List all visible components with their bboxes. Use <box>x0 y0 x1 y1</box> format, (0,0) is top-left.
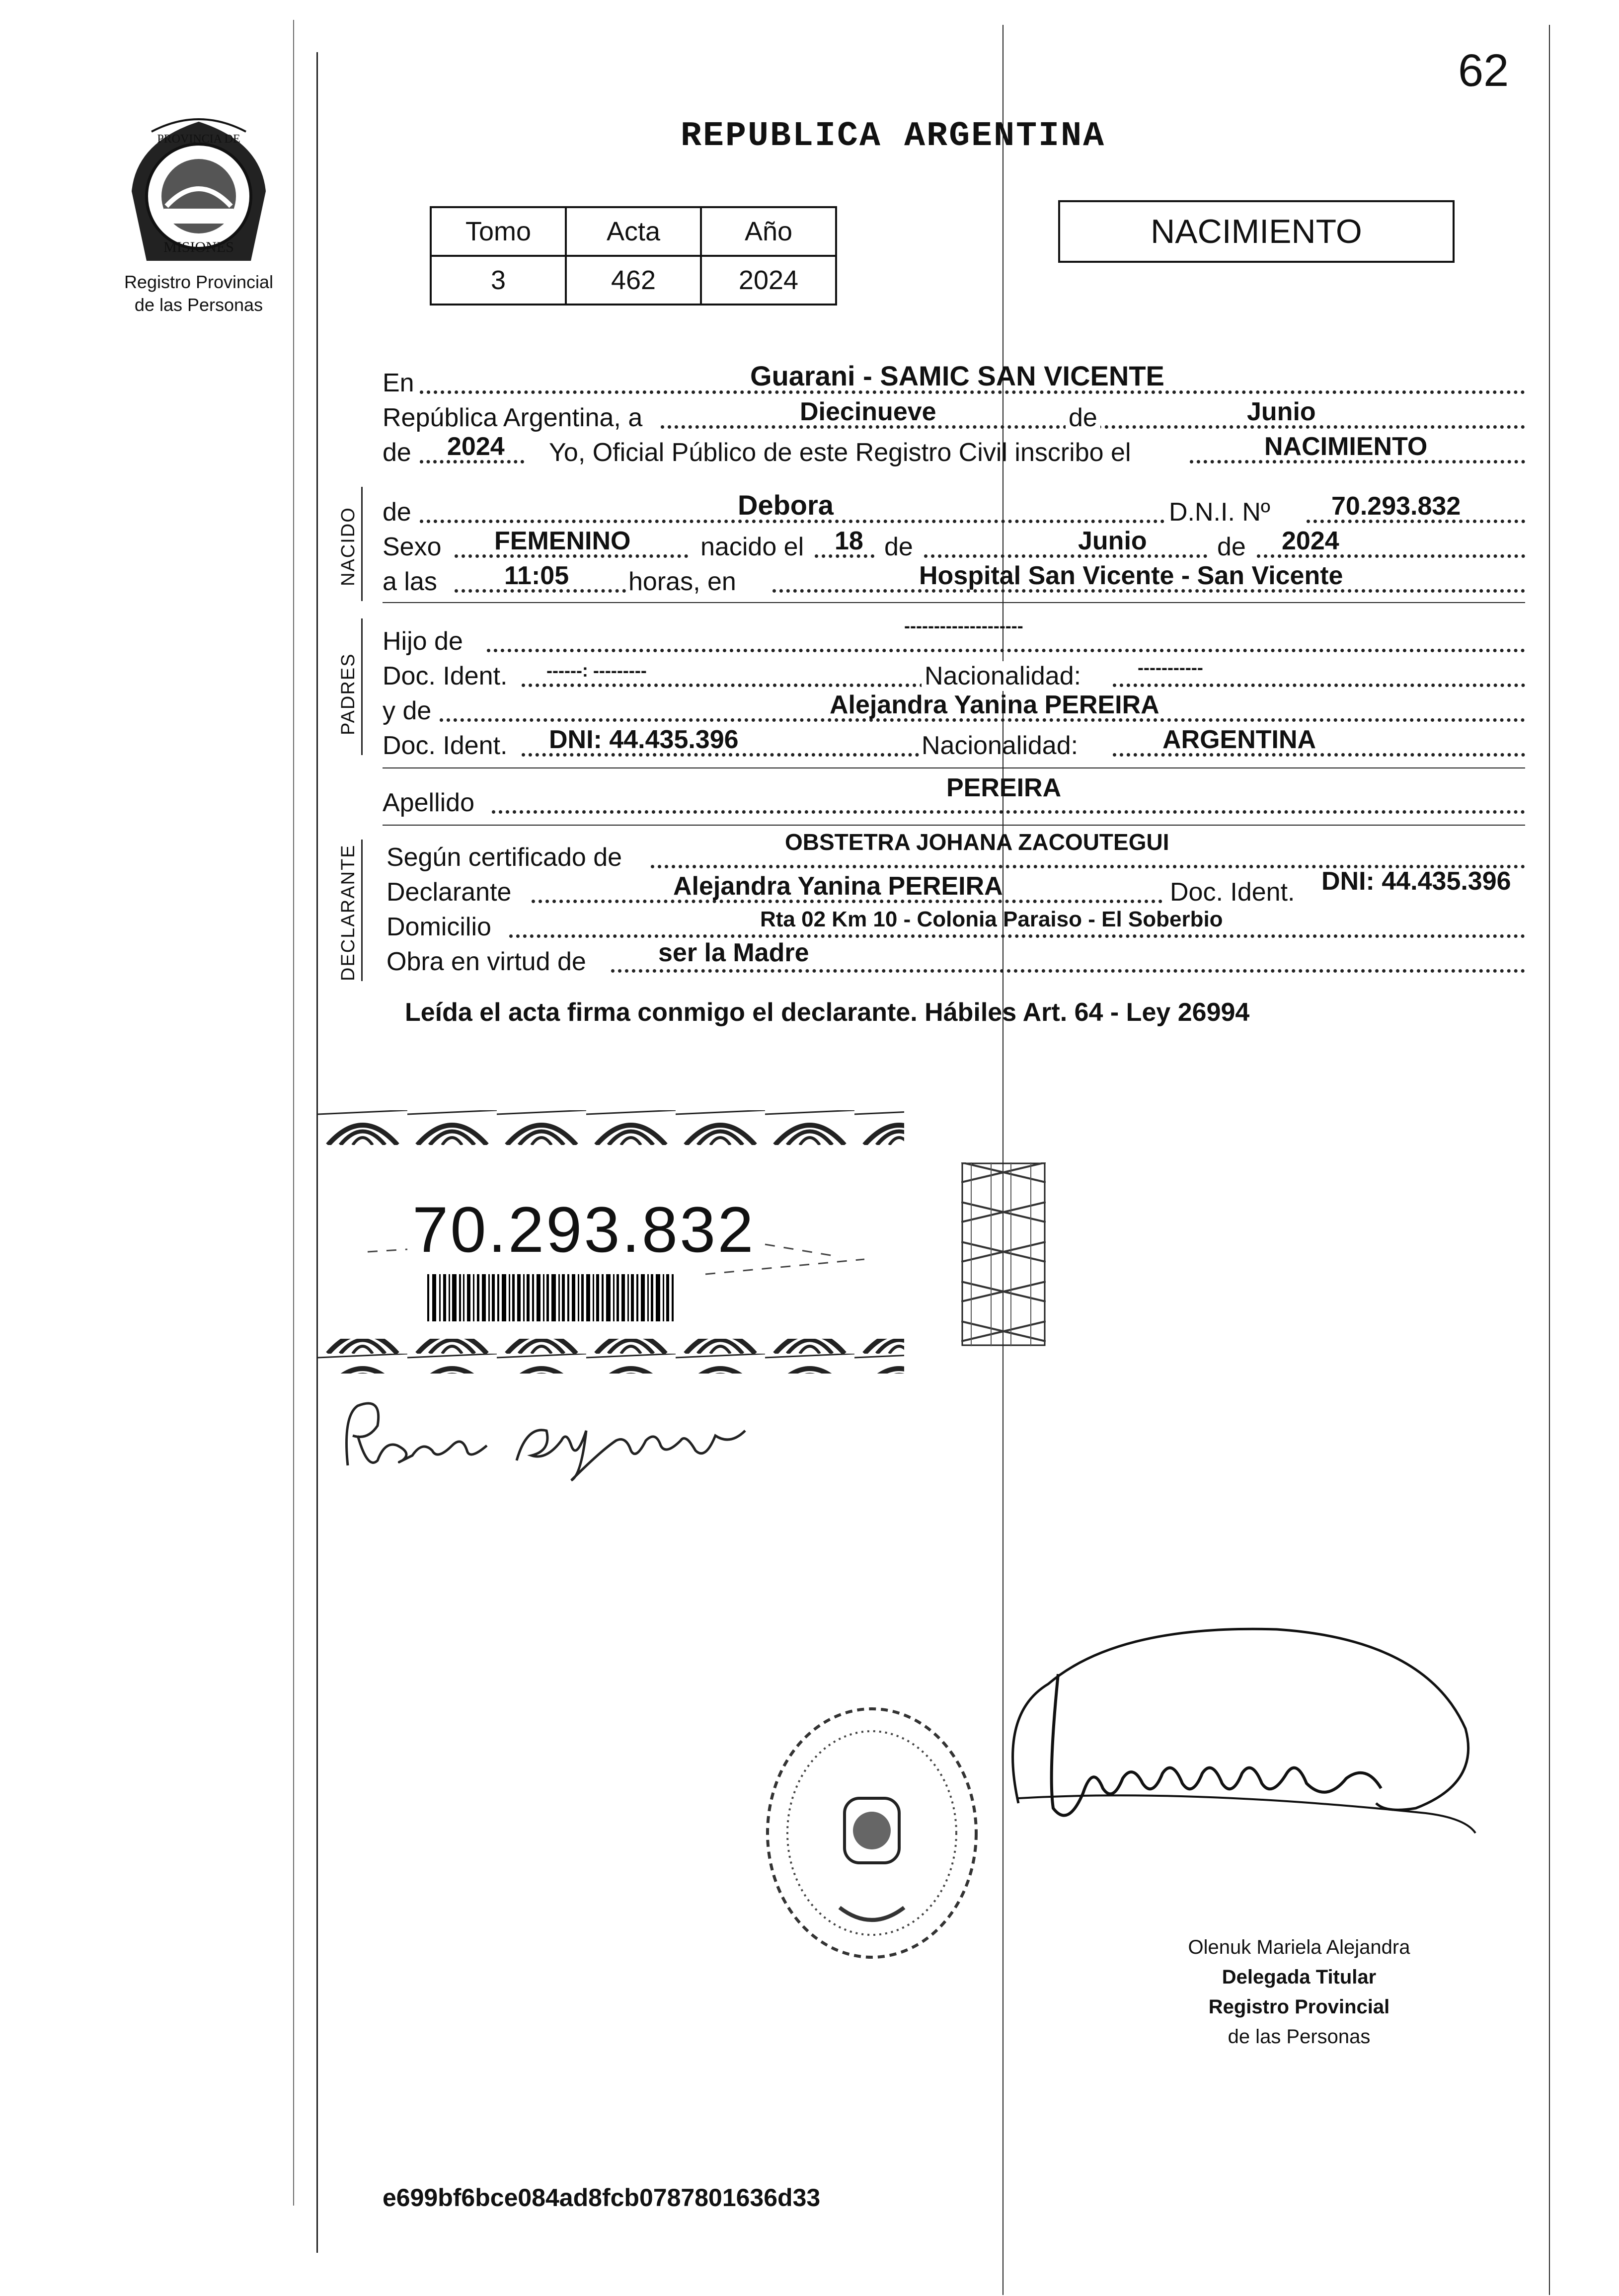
padre-value: -------------------- <box>904 615 1023 636</box>
nacido-bracket <box>361 487 363 601</box>
padre-doc-value: ------: --------- <box>546 660 647 681</box>
lugar-value: Guarani - SAMIC SAN VICENTE <box>750 360 1164 391</box>
tomo-value: 3 <box>431 256 566 305</box>
misiones-seal-logo <box>117 112 281 266</box>
row-domicilio: Domicilio Rta 02 Km 10 - Colonia Paraiso - El Soberbio <box>383 909 1525 942</box>
domicilio-value: Rta 02 Km 10 - Colonia Paraiso - El Soberbio <box>760 907 1223 931</box>
dni-value: 70.293.832 <box>1331 492 1461 521</box>
row-obra: Obra en virtud de ser la Madre <box>383 944 1525 977</box>
official-signature <box>989 1614 1490 1853</box>
acta-label: Acta <box>566 207 701 256</box>
sexo-value: FEMENINO <box>494 527 631 555</box>
closing-statement: Leída el acta firma conmigo el declarante. Hábiles Art. 64 - Ley 26994 <box>405 998 1250 1027</box>
acta-value: 462 <box>566 256 701 305</box>
madre-value: Alejandra Yanina PEREIRA <box>830 690 1159 719</box>
declarante-value: Alejandra Yanina PEREIRA <box>673 872 1003 901</box>
nac-mes-value: Junio <box>1078 527 1147 555</box>
scan-artifact-line <box>293 20 294 2206</box>
side-label-declarante: DECLARANTE <box>338 844 359 981</box>
official-title: Delegada Titular <box>1222 1966 1377 1988</box>
security-hologram <box>961 1162 1046 1346</box>
row-sexo: Sexo FEMENINO nacido el 18 de Junio de 2024 <box>383 529 1525 562</box>
svg-text:MISIONES: MISIONES <box>163 239 234 255</box>
country-title: REPUBLICA ARGENTINA <box>681 117 1106 156</box>
nombre-value: Debora <box>738 489 834 521</box>
row-inscripcion: de 2024 Yo, Oficial Público de este Registro Civil inscribo el NACIMIENTO <box>383 435 1525 467</box>
official-name: Olenuk Mariela Alejandra <box>1188 1936 1410 1958</box>
side-label-padres: PADRES <box>338 653 359 735</box>
lugar-nac-value: Hospital San Vicente - San Vicente <box>919 561 1343 590</box>
declarante-doc-value: DNI: 44.435.396 <box>1321 867 1511 896</box>
row-madre: y de Alejandra Yanina PEREIRA <box>383 693 1525 726</box>
row-nombre: de Debora D.N.I. Nº 70.293.832 <box>383 494 1525 527</box>
official-registry: Registro Provincial <box>1208 1996 1390 2018</box>
madre-nac-value: ARGENTINA <box>1162 725 1316 754</box>
section-divider <box>383 825 1525 826</box>
hora-value: 11:05 <box>504 561 569 590</box>
nac-anio-value: 2024 <box>1282 527 1339 555</box>
row-padre: Hijo de -------------------- <box>383 623 1525 656</box>
tomo-label: Tomo <box>431 207 566 256</box>
certificado-value: OBSTETRA JOHANA ZACOUTEGUI <box>785 829 1169 855</box>
barcode-number: 70.293.832 <box>412 1193 756 1266</box>
section-divider <box>383 602 1525 603</box>
declarante-bracket <box>361 840 363 981</box>
row-apellido: Apellido PEREIRA <box>383 785 1525 818</box>
padres-bracket <box>361 618 363 755</box>
section-divider <box>383 767 1525 768</box>
svg-text:PROVINCIA DE: PROVINCIA DE <box>157 133 240 146</box>
record-type-box: NACIMIENTO <box>1058 200 1455 263</box>
padre-nac-value: ----------- <box>1138 657 1203 678</box>
apellido-value: PEREIRA <box>946 773 1062 802</box>
obra-value: ser la Madre <box>658 938 809 967</box>
side-label-nacido: NACIDO <box>338 507 359 586</box>
row-hora: a las 11:05 horas, en Hospital San Vicente - San Vicente <box>383 564 1525 597</box>
declarant-handwritten-signature <box>338 1386 765 1485</box>
official-name-block <box>1125 1932 1473 2052</box>
row-padre-doc: Doc. Ident. ------: --------- Nacionalidad: ----------- <box>383 658 1525 691</box>
acto-value: NACIMIENTO <box>1264 432 1428 461</box>
official-seal-stamp <box>755 1699 989 1967</box>
official-registry-2: de las Personas <box>1228 2026 1371 2048</box>
document-hash: e699bf6bce084ad8fcb0787801636d33 <box>383 2184 821 2212</box>
dia-texto-value: Diecinueve <box>800 397 936 426</box>
registry-caption: Registro Provincial de las Personas <box>124 272 274 315</box>
anio-label: Año <box>701 207 836 256</box>
madre-doc-value: DNI: 44.435.396 <box>549 725 739 754</box>
nac-dia-value: 18 <box>835 527 863 555</box>
row-lugar: En Guarani - SAMIC SAN VICENTE <box>383 365 1525 398</box>
anio-value: 2024 <box>701 256 836 305</box>
right-margin-line <box>1549 25 1550 2295</box>
row-declarante: Declarante Alejandra Yanina PEREIRA Doc. Ident. DNI: 44.435.396 <box>386 867 1511 907</box>
row-madre-doc: Doc. Ident. DNI: 44.435.396 Nacionalidad: ARGENTINA <box>383 728 1525 761</box>
anio-value-text: 2024 <box>447 432 505 461</box>
mes-value: Junio <box>1247 397 1316 426</box>
record-reference-table <box>430 206 837 306</box>
page-number: 62 <box>1458 45 1509 96</box>
row-fecha: República Argentina, a Diecinueve de Junio <box>383 400 1525 433</box>
barcode-bars <box>427 1274 674 1321</box>
row-certificado: Según certificado de OBSTETRA JOHANA ZACOUTEGUI <box>383 840 1525 872</box>
